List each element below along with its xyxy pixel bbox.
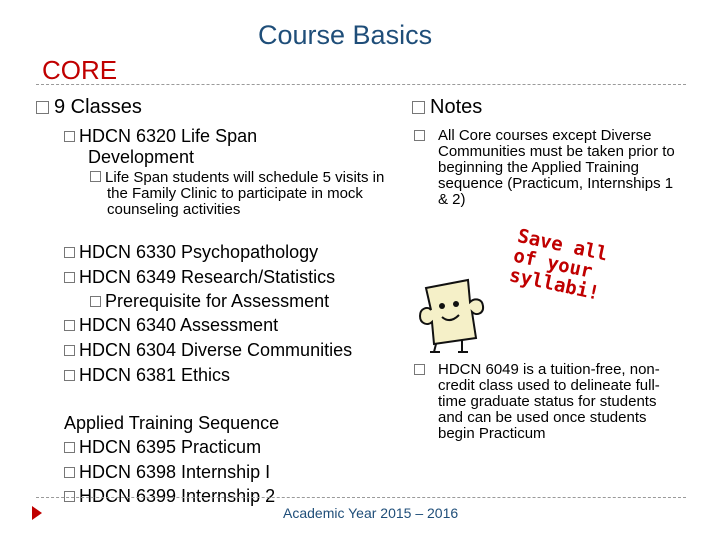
life-span-note: Life Span students will schedule 5 visits in the Family Clinic to participate in mock counseling activities [90, 170, 397, 218]
course-item-6399: HDCN 6399 Internship 2 [64, 486, 275, 507]
square-bullet-icon [64, 320, 75, 331]
course-item-6320: HDCN 6320 Life Span Development [64, 126, 354, 168]
course-item-6340: HDCN 6340 Assessment [64, 315, 278, 336]
sticker-text: Save all of your syllabi! [507, 225, 610, 305]
note-core-courses: All Core courses except Diverse Communities must be taken prior to beginning the Applied Training sequence (Practicum, Internships 1 & 2) [414, 128, 684, 208]
square-bullet-icon [64, 467, 75, 478]
square-bullet-icon [64, 370, 75, 381]
square-bullet-icon [64, 345, 75, 356]
course-item-6381: HDCN 6381 Ethics [64, 365, 230, 386]
page-title: Course Basics [258, 20, 433, 50]
prerequisite-note: Prerequisite for Assessment [90, 291, 329, 312]
course-item-6304: HDCN 6304 Diverse Communities [64, 340, 352, 361]
square-bullet-icon [90, 171, 101, 182]
footer-academic-year: Academic Year 2015 – 2016 [283, 505, 459, 521]
course-item-6398: HDCN 6398 Internship I [64, 462, 270, 483]
course-item-6349: HDCN 6349 Research/Statistics [64, 267, 335, 288]
flag-marker-icon [30, 505, 44, 521]
square-bullet-icon [36, 101, 49, 114]
course-item-6395: HDCN 6395 Practicum [64, 437, 261, 458]
square-bullet-icon [412, 101, 425, 114]
square-bullet-icon [414, 364, 425, 375]
square-bullet-icon [64, 131, 75, 142]
square-bullet-icon [90, 296, 101, 307]
top-divider [36, 84, 686, 85]
square-bullet-icon [64, 442, 75, 453]
applied-training-heading: Applied Training Sequence [64, 413, 280, 433]
section-heading: CORE [42, 55, 118, 85]
square-bullet-icon [414, 130, 425, 141]
note-hdcn-6049: HDCN 6049 is a tuition-free, non-credit class used to delineate full-time graduate status for students and can be used once students begin Practicum [414, 362, 684, 442]
bottom-divider [36, 497, 686, 498]
square-bullet-icon [64, 247, 75, 258]
notes-heading: Notes [412, 96, 482, 119]
course-item-6330: HDCN 6330 Psychopathology [64, 242, 318, 263]
square-bullet-icon [64, 272, 75, 283]
sticky-note-icon [420, 280, 483, 352]
classes-heading: 9 Classes [36, 96, 142, 119]
